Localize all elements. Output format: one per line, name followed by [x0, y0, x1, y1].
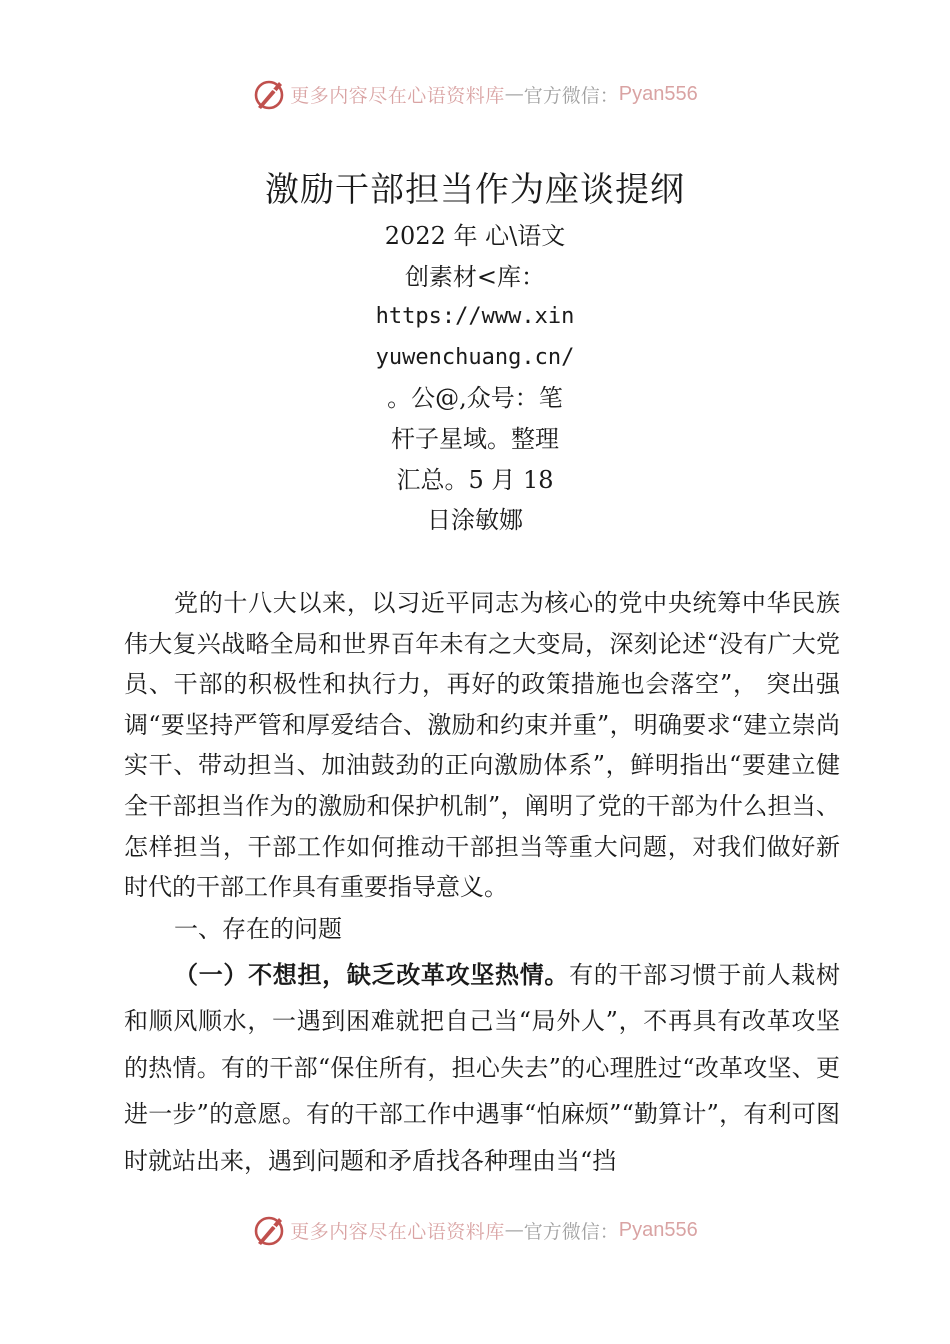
- pen-logo-icon: [252, 77, 286, 111]
- header-banner: [0, 74, 950, 114]
- meta-line-url: yuwenchuang.cn/: [375, 344, 575, 370]
- document-title: 激励干部担当作为座谈提纲: [265, 170, 685, 210]
- section-heading: 一、存在的问题: [174, 914, 342, 943]
- intro-paragraph: 党的十八大以来，以习近平同志为核心的党中央统筹中华民族伟大复兴战略全局和世界百年未有之大变局，深刻论述“没有广大党员、干部的积极性和执行力，再好的政策措施也会落空”， 突出强调“要坚持严管和厚爱结合、激励和约束并重”，明确要求“建立崇尚实干、带动担当、加油鼓劲的正向激励体系”，鲜明指出“要建立健全干部担当作为的激励和保护机制”，阐明了党的干部为什么担当、怎样担当，干部工作如何推动干部担当等重大问题，对我们做好新时代的干部工作具有重要指导意义。: [124, 589, 840, 902]
- meta-line: 日涂敏娜: [427, 506, 523, 535]
- banner-wechat-label: 官方微信：: [523, 84, 619, 107]
- subsection-paragraph: [124, 952, 840, 1185]
- banner-separator: —: [504, 1219, 524, 1241]
- pen-logo-icon: [252, 1213, 286, 1247]
- meta-line: 杆子星域。整理: [391, 424, 559, 453]
- meta-line: 。公@,众号：笔: [387, 384, 563, 413]
- meta-line-url: https://www.xin: [375, 304, 575, 330]
- footer-banner: [0, 1210, 950, 1250]
- banner-wechat-id: Pyan556: [618, 82, 698, 105]
- banner-wechat-id: Pyan556: [618, 1218, 698, 1241]
- banner-wechat-label: 官方微信：: [523, 1220, 619, 1243]
- document-meta: [0, 216, 950, 541]
- subsection-lead: （一）不想担，缺乏改革攻坚热情。: [174, 960, 570, 989]
- meta-line: 2022 年 心\语文: [384, 222, 566, 250]
- meta-line: 创素材<库：: [404, 262, 546, 291]
- meta-line: 汇总。5 月 18: [396, 465, 554, 494]
- banner-brand-text: 更多内容尽在心语资料库: [290, 84, 505, 107]
- subsection-text: 有的干部习惯于前人栽树和顺风顺水，一遇到困难就把自己当“局外人”，不再具有改革攻坚的热情。有的干部“保住所有，担心失去”的心理胜过“改革攻坚、更进一步”的意愿。有的干部工作中遇事“怕麻烦”“勤算计”，有利可图时就站出来，遇到问题和矛盾找各种理由当“挡: [124, 960, 841, 1175]
- banner-brand-text: 更多内容尽在心语资料库: [290, 1220, 505, 1243]
- document-body: [124, 583, 840, 1184]
- banner-separator: —: [504, 83, 524, 105]
